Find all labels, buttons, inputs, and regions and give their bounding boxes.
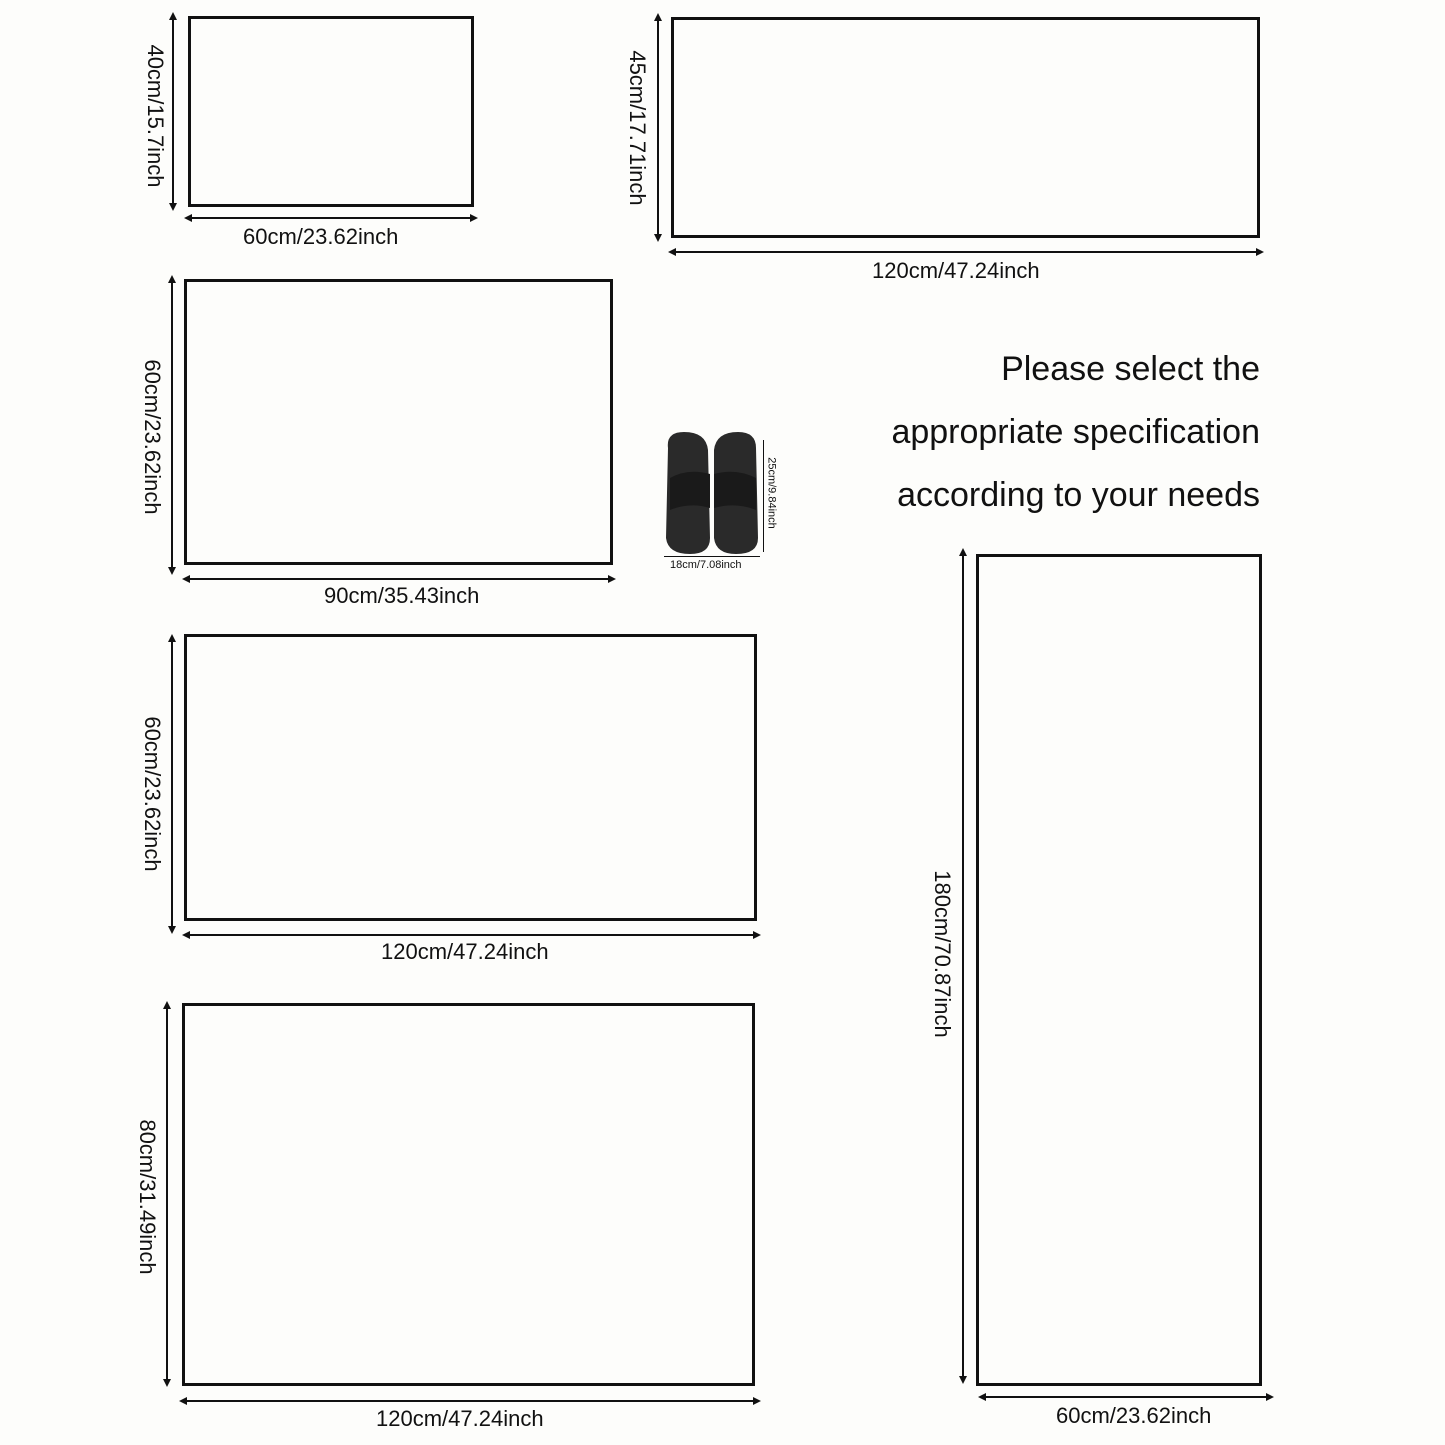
slipper-width-label: 18cm/7.08inch — [670, 559, 742, 571]
height-dimension-line — [171, 279, 173, 571]
arrow-up-icon — [168, 634, 176, 642]
note-line-3: according to your needs — [897, 476, 1260, 514]
note-line-2: appropriate specification — [891, 413, 1260, 451]
arrow-down-icon — [163, 1379, 171, 1387]
mat-60x40-height-label: 40cm/15.7inch — [143, 44, 168, 188]
arrow-down-icon — [169, 203, 177, 211]
arrow-right-icon — [470, 214, 478, 222]
mat-120x80-height-label: 80cm/31.49inch — [135, 1119, 160, 1275]
arrow-right-icon — [608, 575, 616, 583]
mat-90x60-width-label: 90cm/35.43inch — [324, 583, 480, 608]
arrow-left-icon — [184, 214, 192, 222]
mat-60x40 — [188, 16, 474, 207]
arrow-right-icon — [753, 1397, 761, 1405]
mat-120x80-width-label: 120cm/47.24inch — [376, 1406, 544, 1431]
slipper-height-line — [763, 440, 764, 552]
arrow-right-icon — [753, 931, 761, 939]
mat-120x60-height-label: 60cm/23.62inch — [140, 716, 165, 872]
mat-120x45-height-label: 45cm/17.71inch — [625, 50, 650, 206]
height-dimension-line — [172, 16, 174, 207]
mat-60x180-width-label: 60cm/23.62inch — [1056, 1403, 1212, 1428]
mat-90x60-height-label: 60cm/23.62inch — [140, 359, 165, 515]
mat-120x60-width-label: 120cm/47.24inch — [381, 939, 549, 964]
width-dimension-line — [188, 217, 474, 219]
arrow-left-icon — [182, 575, 190, 583]
mat-90x60 — [184, 279, 613, 565]
width-dimension-line — [982, 1396, 1272, 1398]
height-dimension-line — [166, 1005, 168, 1383]
arrow-up-icon — [654, 13, 662, 21]
slipper-width-line — [664, 556, 760, 557]
selection-note — [891, 338, 1260, 527]
width-dimension-line — [186, 578, 612, 580]
arrow-left-icon — [978, 1393, 986, 1401]
arrow-left-icon — [182, 931, 190, 939]
note-line-1: Please select the — [1001, 350, 1260, 388]
arrow-up-icon — [959, 548, 967, 556]
mat-60x180-height-label: 180cm/70.87inch — [930, 870, 955, 1038]
height-dimension-line — [657, 17, 659, 238]
mat-120x60 — [184, 634, 757, 921]
arrow-down-icon — [654, 234, 662, 242]
width-dimension-line — [186, 934, 757, 936]
arrow-left-icon — [179, 1397, 187, 1405]
width-dimension-line — [183, 1400, 757, 1402]
slipper-height-label: 25cm/9.84inch — [765, 457, 778, 529]
arrow-right-icon — [1266, 1393, 1274, 1401]
arrow-right-icon — [1256, 248, 1264, 256]
slippers-icon — [658, 428, 768, 558]
height-dimension-line — [171, 638, 173, 930]
arrow-down-icon — [959, 1376, 967, 1384]
arrow-up-icon — [168, 275, 176, 283]
width-dimension-line — [672, 251, 1260, 253]
arrow-down-icon — [168, 567, 176, 575]
height-dimension-line — [962, 552, 964, 1380]
mat-120x45-width-label: 120cm/47.24inch — [872, 258, 1040, 283]
arrow-up-icon — [163, 1001, 171, 1009]
mat-60x40-width-label: 60cm/23.62inch — [243, 224, 399, 249]
mat-120x45 — [671, 17, 1260, 238]
arrow-down-icon — [168, 926, 176, 934]
arrow-left-icon — [668, 248, 676, 256]
mat-60x180 — [976, 554, 1262, 1386]
mat-120x80 — [182, 1003, 755, 1386]
arrow-up-icon — [169, 12, 177, 20]
